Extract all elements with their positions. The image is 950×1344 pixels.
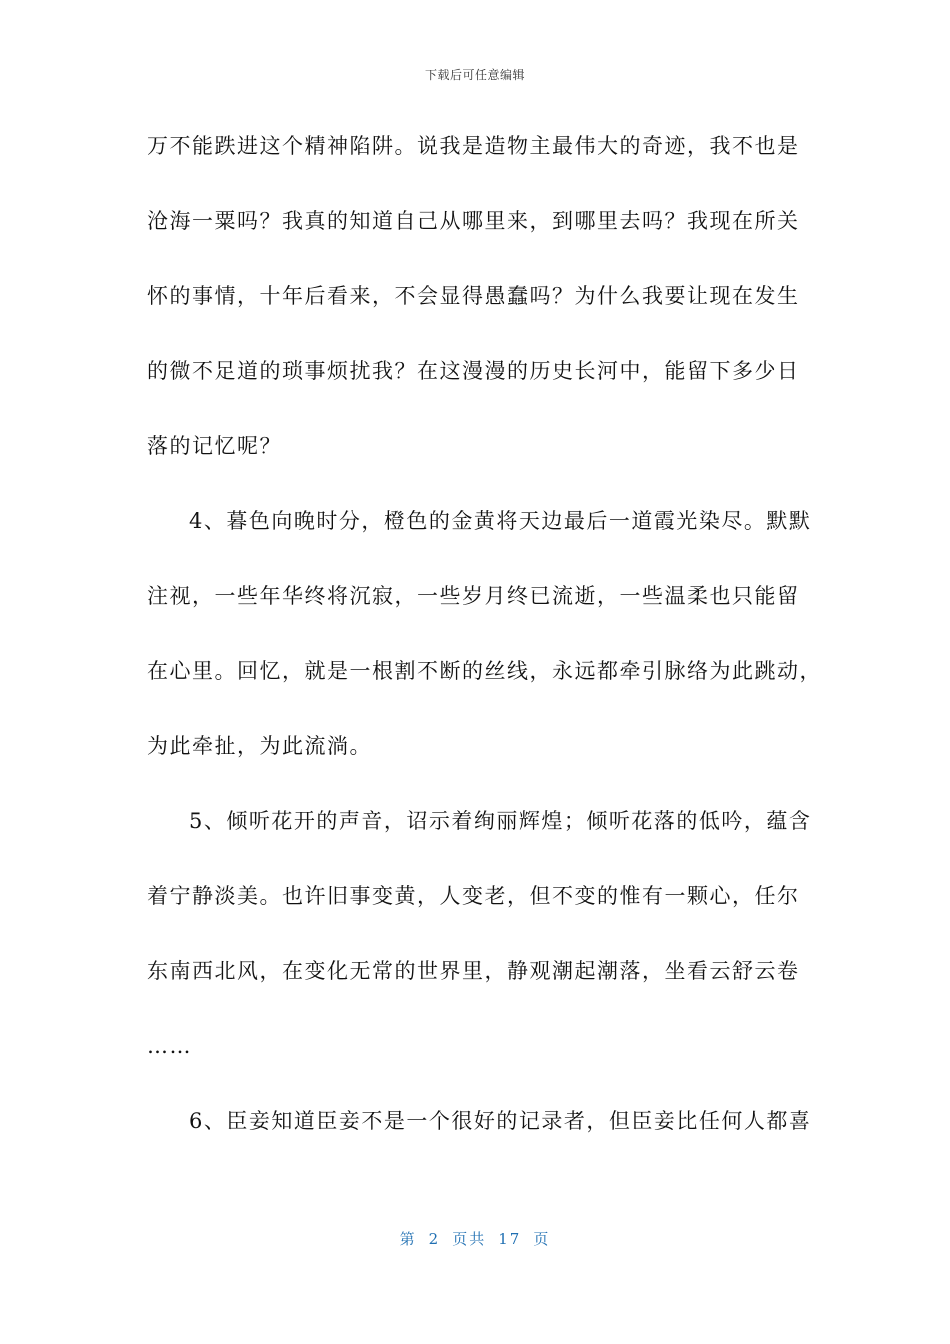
text-line: 东南西北风，在变化无常的世界里，静观潮起潮落，坐看云舒云卷 — [147, 959, 800, 983]
text-line: 着宁静淡美。也许旧事变黄，人变老，但不变的惟有一颗心，任尔 — [147, 884, 800, 908]
paragraph-5-start: 5、倾听花开的声音，诏示着绚丽辉煌；倾听花落的低吟，蕴含 — [189, 809, 812, 833]
text-line: 万不能跌进这个精神陷阱。说我是造物主最伟大的奇迹，我不也是 — [147, 134, 800, 158]
footer-prefix: 第 — [399, 1230, 417, 1248]
page-number-footer — [0, 1228, 950, 1249]
text-line: 为此牵扯，为此流淌。 — [147, 734, 372, 758]
footer-suffix: 页 — [533, 1230, 551, 1248]
text-line: 在心里。回忆，就是一根割不断的丝线，永远都牵引脉络为此跳动， — [147, 659, 822, 683]
text-line: …… — [147, 1034, 192, 1058]
paragraph-4-start: 4、暮色向晚时分，橙色的金黄将天边最后一道霞光染尽。默默 — [189, 509, 812, 533]
footer-middle: 页共 — [452, 1230, 487, 1248]
total-page-count: 17 — [498, 1230, 522, 1248]
text-line: 怀的事情，十年后看来，不会显得愚蠢吗？为什么我要让现在发生 — [147, 284, 800, 308]
text-line: 沧海一粟吗？我真的知道自己从哪里来，到哪里去吗？我现在所关 — [147, 209, 800, 233]
document-body — [147, 128, 822, 1178]
text-line: 落的记忆呢？ — [147, 434, 282, 458]
paragraph-6-start: 6、臣妾知道臣妾不是一个很好的记录者，但臣妾比任何人都喜 — [189, 1109, 812, 1133]
text-line: 注视，一些年华终将沉寂，一些岁月终已流逝，一些温柔也只能留 — [147, 584, 800, 608]
current-page-number: 2 — [428, 1230, 441, 1248]
page-header-note: 下载后可任意编辑 — [424, 68, 525, 82]
text-line: 的微不足道的琐事烦扰我？在这漫漫的历史长河中，能留下多少日 — [147, 359, 800, 383]
